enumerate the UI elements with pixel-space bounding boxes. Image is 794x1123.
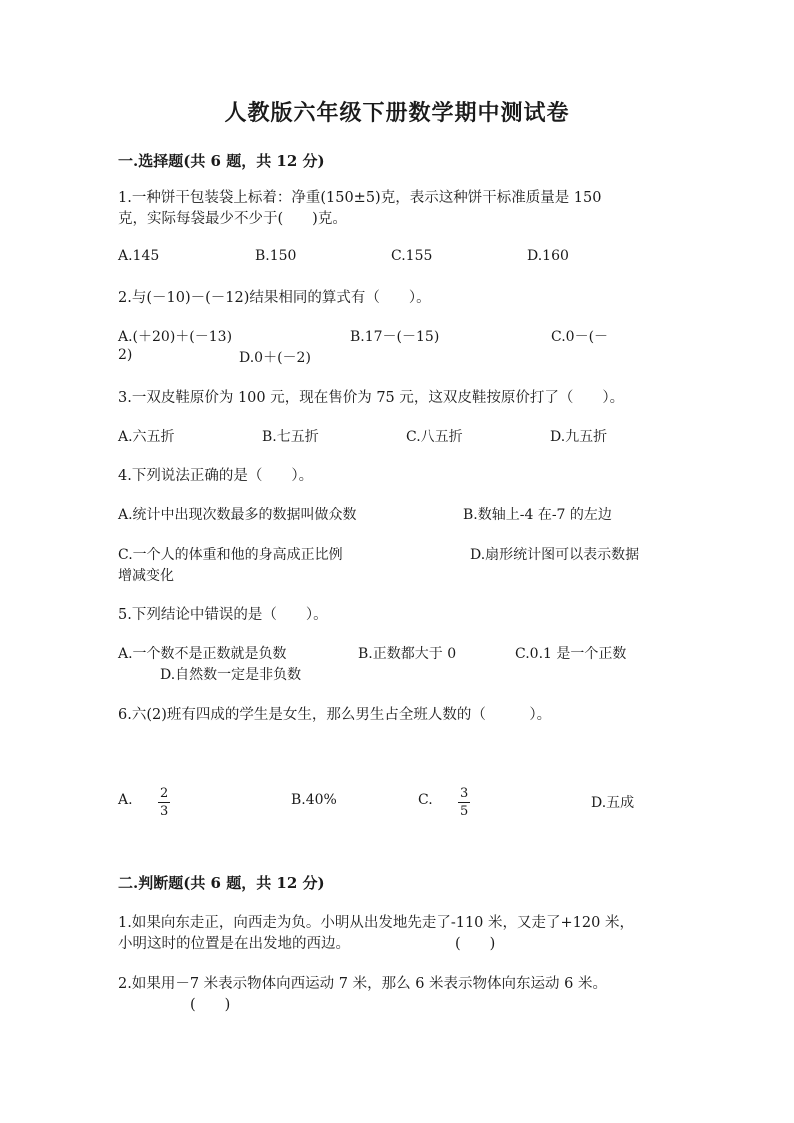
question-4-option-d-line-1: D.扇形统计图可以表示数据 [470,547,640,563]
question-3-option-c: C.八五折 [406,429,463,445]
fraction-bar [458,802,470,803]
question-4-option-a: A.统计中出现次数最多的数据叫做众数 [118,507,357,523]
fraction-numerator: 3 [460,786,469,801]
question-2-option-d: D.0＋(－2) [239,350,311,366]
question-4-option-d-line-2: 增减变化 [118,568,174,584]
question-6-option-c-label: C. [418,792,433,808]
section-heading-choice: 一.选择题(共 6 题，共 12 分) [118,152,325,170]
question-3-text: 3.一双皮鞋原价为 100 元，现在售价为 75 元，这双皮鞋按原价打了（ ）。 [118,390,625,406]
question-4-text: 4.下列说法正确的是（ ）。 [118,468,314,484]
question-4-option-b: B.数轴上-4 在-7 的左边 [463,507,612,523]
question-2-option-b: B.17－(－15) [350,329,440,345]
question-4-option-c: C.一个人的体重和他的身高成正比例 [118,547,343,563]
question-6-option-d: D.五成 [591,795,635,811]
question-3-option-b: B.七五折 [262,429,319,445]
question-3-option-d: D.九五折 [550,429,608,445]
question-6-option-a-label: A. [118,792,133,808]
question-5-option-c: C.0.1 是一个正数 [515,646,627,662]
judgement-1-line-2: 小明这时的位置是在出发地的西边。 [118,936,350,952]
question-1-line-2: 克，实际每袋最少不少于( )克。 [118,211,347,227]
question-6-option-c-fraction [458,786,470,819]
fraction-denominator: 3 [160,804,169,819]
question-2-option-a: A.(＋20)＋(－13) [118,329,233,345]
question-5-option-a: A.一个数不是正数就是负数 [118,646,287,662]
question-2-text: 2.与(－10)－(－12)结果相同的算式有（ ）。 [118,290,431,306]
judgement-2-answer-bracket: ( ) [190,997,231,1013]
judgement-1-line-1: 1.如果向东走正，向西走为负。小明从出发地先走了-110 米，又走了+120 米， [118,915,634,931]
question-1-option-a: A.145 [118,248,160,264]
question-5-option-d: D.自然数一定是非负数 [160,667,302,683]
judgement-2-line-1: 2.如果用－7 米表示物体向西运动 7 米，那么 6 米表示物体向东运动 6 米。 [118,976,607,992]
question-2-option-c-line-1: C.0－(－ [551,329,609,345]
fraction-bar [158,802,170,803]
question-6-option-b: B.40% [291,792,337,808]
question-1-option-b: B.150 [255,248,297,264]
question-1-option-c: C.155 [391,248,433,264]
question-3-option-a: A.六五折 [118,429,175,445]
page-title: 人教版六年级下册数学期中测试卷 [224,100,570,126]
question-5-text: 5.下列结论中错误的是（ ）。 [118,607,328,623]
question-6-option-a-fraction [158,786,170,819]
fraction-numerator: 2 [160,786,169,801]
question-5-option-b: B.正数都大于 0 [358,646,457,662]
question-2-option-c-line-2: 2) [118,347,133,363]
section-heading-judgement: 二.判断题(共 6 题，共 12 分) [118,874,325,892]
judgement-1-answer-bracket: ( ) [455,936,496,952]
question-1-line-1: 1.一种饼干包装袋上标着：净重(150±5)克，表示这种饼干标准质量是 150 [118,190,602,206]
fraction-denominator: 5 [460,804,469,819]
question-1-option-d: D.160 [527,248,569,264]
question-6-text: 6.六(2)班有四成的学生是女生，那么男生占全班人数的（ ）。 [118,707,552,723]
